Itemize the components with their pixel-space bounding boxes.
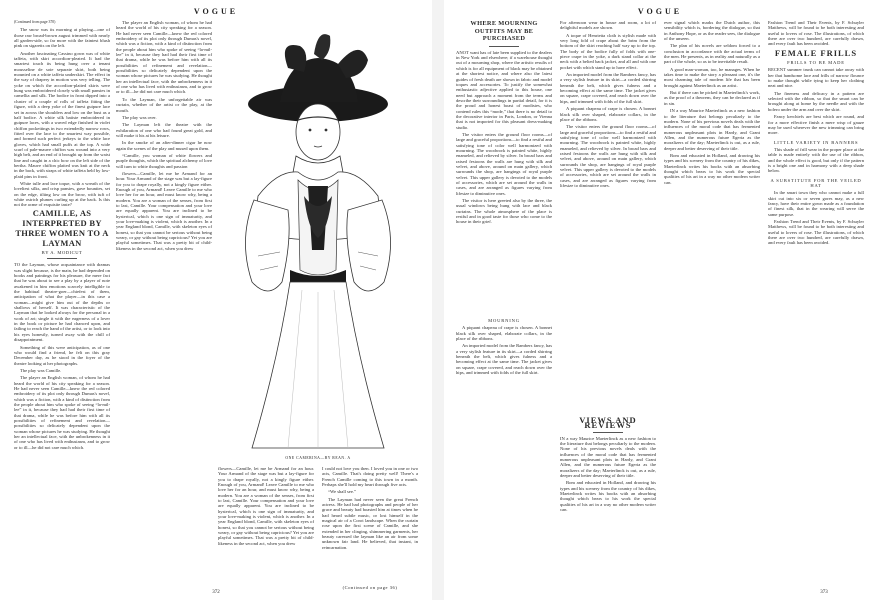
paragraph: A toque of Henrietta cloth is stylish made with very long fold of crape about the brim from the bottom of the skirt reaching half way up to the top. The body of the bodice fully of folds with one-piece crape in the yoke, a dark stand collar at the neck with a belted back jacket, and all and with one pocket with which stand up to have effect.	[560, 32, 656, 70]
paragraph: “Camille, you woman of white flowers and purple thoughts, which the spiritual alchemy of love will turn to white thoughts and passion	[116, 152, 212, 169]
article-title-camille: CAMILLE, AS INTERPRETED BY THREE WOMEN TO A LAYMAN	[15, 208, 109, 248]
divider	[47, 258, 77, 259]
page-number-left: 372	[212, 590, 220, 595]
page-number-right: 373	[820, 590, 828, 595]
paragraph: The Layman had never seen the great French actress. He had had photographs and people of her grace and beauty had boasted him at times when he had heard subtle music, or lost himself in the magical air of a Corot landscape. When the curtain rose upon the first scene of Camille, and she extended in her clinging, shimmering garments, her beauty caressed the layman like an air from some unknown fair land. He believed, that instant, in reincarnation.	[322, 496, 418, 550]
left-col-1-bottom	[14, 208, 110, 593]
paragraph: A good man-woman, too, he manages. When he takes time to make the story a pleasant one, it's the most charming tale of modern life that has been brought against Maeterlinck as an artist.	[664, 66, 760, 88]
paragraph: ever signal which marks the Dutch author, this sensibility which is, bordering the dialogue, so that in Anthony Hope, or as the reader sees, the dialogue of the unseen.	[664, 20, 760, 42]
section-head-mourning: MOURNING	[488, 318, 520, 323]
paragraph: flowers—Camille, let me be Armand for an hour. Your Armand of the stage was but a lay-figure for you to drape royally, not a kingly figure either. Enough of you, Armand! Leave Camille to me who love her for an hour, and must know why, being a modern. You are a woman of the senses, from first to last, Camille. Your compensation and your love are equally apparent. You are inclined to be hysterical, which is one sign of immaturity, and your love-making is violent, which is another. In a year England blond, Camille, with skeleton eyes of honest, so that you cannot be serious without being weary, or gay without being capricious? Yet you are playful sometimes. That was a pretty bit of child-likeness in the second act, when you drew	[218, 466, 314, 546]
left-col-2	[116, 20, 212, 594]
paragraph: The Layman left the theatre with the exhilaration of one who had found great gold, and will make it his at his leisure.	[116, 122, 212, 138]
divider	[489, 46, 519, 47]
paragraph: Something of this were anticipation, as of one who would find a friend, he felt on this gray December day, as he stood in the foyer of the theatre looking at her photographs.	[14, 344, 110, 366]
paragraph: Bom and educated in Holland, and drawing his types and his scenery from the country of his dikes, Maeterlinck writes his books with an absorbing thought which bears to his work the special qualities of his art in a way no other modern writer can.	[560, 480, 656, 513]
paragraph: The plan of his novels are seldom forced to a conclusion in accordance with the actual terms of the men. He presents, as in reality and naturally as a part of the whole, so as to be inevitable result.	[664, 43, 760, 65]
paragraph: The fineness and delicacy in a pattern are selected with the ribbon, so that the smart can be brought along at home by the needle and with the bolero under the arm and over the skirt.	[768, 90, 864, 112]
left-col-4-bottom	[322, 466, 418, 586]
paragraph: In the smoke of an after-dinner cigar he now again the scenes of the play and mused upon them.	[116, 140, 212, 151]
paragraph: Bom and educated in Holland, and drawing his types and his scenery from the country of his dikes, Maeterlinck writes his books with an absorbing thought which bears to his work the special qualities of his art in a way no other modern writer can.	[664, 152, 760, 185]
article-byline: BY A. MODICUT	[41, 250, 83, 255]
subhead-substitute: A SUBSTITUTE FOR THE VEILED HAT	[770, 177, 862, 188]
gutter	[432, 0, 444, 600]
right-col-1-top	[456, 20, 552, 310]
right-page	[444, 0, 876, 600]
paragraph: Another fascinating Cassino gown was of white taffeta, with skirt accordion-pleated. It had the smartest touch its being hung over a tenant mousseline de soie separate skirt, both being mounted on a white taffeta underskirt. The effect in the way of drapery in motion was very telling. The yoke on which the accordion-plaited skirts were hung was embroidered closely with small pansies in camellia and silk. The bodice in front dipped into a cluster of a couple of rolls of taffeta fitting the figure, with a deep yoke of the finest guipure lace set in across the shoulders and low on the bust as a half bodice. A white silk batiste embroidered in guipure laces, with a waved edge finished in violet chiffon pockettings in two extendedly narrow rows, fitted over the lace to the smartest way possible, and formed such perfect jerkeys to the white lace gloves, which had small puffs at the top. A wide scarf of pale-mauve chiffon was wound into a very high belt, and an end of it brought up from the waist line and caught in a chic bow on the left side of the bertha. Mauve chiffon plaited was knit at the neck in the back, with straps of white taffeta held by low-plaid pins in front.	[14, 50, 110, 179]
paragraph: flowers—Camille, let me be Armand for an hour. Your Armand of the stage was but a lay-figure for you to drape royally, not a kingly figure either. Enough of you, Armand! Leave Camille to me who love her for an hour, and must know why, being a modern. You are a woman of the senses, from first to last, Camille. Your compensation and your love are equally apparent. You are inclined to be hysterical, which is one sign of immaturity, and your love-making is violent, which is another. In a year England blond, Camille, with skeleton eyes of honest, so that you cannot be serious without being weary, or gay without being capricious? Yet you are playful sometimes. That was a pretty bit of child-likeness in the second act, when you drew	[116, 170, 212, 251]
paragraph: For afternoon wear in house and room, a lot of delightful models are shown.	[560, 20, 656, 31]
paragraph: To the Layman, the unforgettable air was curtain, whether of the artist or the play, at the mouth.	[116, 96, 212, 113]
paragraph: I could not love you then. I loved you in one or two acts, Camille. That's doing pretty well! There's a French Camille coming to this town in a month. Perhaps she'll hold my heart through five acts.	[322, 466, 418, 488]
right-col-1-mid	[456, 314, 552, 414]
paragraph: The play was Camille.	[20, 367, 62, 373]
masthead-right: VOGUE	[637, 7, 683, 16]
paragraph: ANOT want has of late been supplied to the dealers in New York and elsewhere; if a warehouse thought out of a mourning shop, where the artistic results of which is for all equipment of black may be obtained at the shortest notice, and where also the latest guides of fresh death are shown in fabric and model toques and accessories. To justify the somewhat enthusiastic adjective applied to this house, one need but approach a moment from the terms and describe their surroundings in partial detail, for it is the proud and honest boast of modistes, who contend rules this “mode,” that there is no detail to the decorative interior in Paris, London, or Vienna that is not imported for this pleasant dress-making studio.	[456, 49, 552, 130]
paragraph: The visitor is here greeted also by the three, the usual windows being hung with lace and black curtains. The whole atmosphere of the place is restful and in good taste for those who come to the house in their grief.	[456, 198, 552, 225]
paragraph: But if there can be picked in Maeterlinck's work, as the proof of a theorem, they can be declared as if in sin.	[664, 90, 760, 106]
paragraph: IN a way Maurice Maeterlinck as a new fashion to the literature that belongs peculiarly to the modern. None of his previous novels deals with the influences of the moral code that has fermented numerous unpleasant plots in Hardy, and Grant Allen, and the numerous future Egeria as the moralizers of the day; Maeterlinck is out, as a rule, deeper and better deserving of their title.	[664, 108, 760, 151]
paragraph: Fashion Trend and Their Events, by F. Schuyler Matthews, will be found to be both interesting and useful to lovers of rose. The illustrations, of which there are over two hundred, are carefully drawn, and every fault has been avoided.	[768, 20, 864, 47]
masthead-left: VOGUE	[193, 7, 239, 16]
paragraph: TO the Layman, whose acquaintance with dramas was slight because, is the main, he had depended on books and paintings for his pleasure, the mere fact that he was about to see a play by a player of note awakened in him emotions scarcely intelligible to the habitual theatre-goer—chiefest of them, anticipation of what the player—in this case a woman—might give him out of the depths or shallows of herself. It was characteristic of the Layman that he looked always for the personal in a work of art; single it with the eagerness of a lover in the book or picture he had chanced upon, and failing to reach the hand of the artist, or to look into his eyes honestly, turned away with the chill of disappointment.	[14, 262, 110, 343]
article-title-female-frills: FEMALE FRILLS	[774, 47, 858, 58]
paragraph: Fashion Trend and Their Events, by F. Schuyler Matthews, will be found to be both interesting and useful to lovers of rose. The illustrations, of which there are over two hundred, are carefully drawn, and every fault has been avoided.	[768, 219, 864, 246]
continued-from: (Continued from page 370)	[14, 20, 56, 24]
right-col-2-bottom	[560, 415, 656, 588]
paragraph: White tulle and lace toque, with a wreath of the loveliest silks, and crisp pansies, gave bounties, set on the edge, tilting low on the brow, with tuft of white ostrich plumes curling up at the back. Is this not the acme of exquisite taste?	[14, 180, 110, 208]
paragraph: The visitor enters the ground floor rooms—of large and graceful proportions—to find a restful and satisfying tone of color well harmonized with mourning. The woodwork is painted white, highly enameled, and relieved by silver. In broad bars and raised festoons the walls are hung with silk and velvet, and above, around on main gallery, which surrounds the shop, are hangings of royal purple velvet. This upper gallery is devoted to the models of accessories, which are set around the walls in cases, and are arranged as figures varying from lifesize to diminutive ones.	[456, 131, 552, 196]
right-col-2-top	[560, 20, 656, 414]
left-col-1-top	[14, 20, 110, 208]
paragraph: The play was over.	[122, 114, 157, 120]
illustration-caption: ONE CAMERINA—BY REAN. A	[285, 456, 351, 460]
paragraph: IN a way Maurice Maeterlinck as a new fashion to the literature that belongs peculiarly to the modern. None of his previous novels deals with the influences of the moral code that has fermented numerous unpleasant plots in Hardy, and Grant Allen, and the numerous future Egeria as the moralizers of the day; Maeterlinck is out, as a rule, deeper and better deserving of their title.	[560, 435, 656, 479]
illustration-woman-hat	[218, 20, 418, 460]
left-col-3-bottom	[218, 466, 314, 586]
subhead-frills: FRILLS TO BE MADE	[787, 60, 845, 66]
paragraph: Fancy kerchiefs are best which are round, and for a more effective finish a mere wisp of gauze may be used wherever the new trimming can bring more.	[768, 114, 864, 136]
paragraph: The snow was its morning at playing—one of those raw broad-brown august trimmed with nearly all garden-side, so far more with the faintest blush pink on sigaretts on the left.	[14, 27, 110, 49]
paragraph: The player an English woman, of whom he had heard the world of his city speaking for a season. He had never seen Camille—knew the red colored embroidery of its plot only through Dumas's novel, which was a fiction, with a kind of distinction from the people about him who spoke of seeing “la-mil-lee” in it, because they had had their first time of that drama, while he was before him with all its possibilities of refinement and revelation—possibilities so delicately dependent upon the woman whose pictures he was studying. He thought her an intellectual face, with the unbrokenness in it of one who has lived with enthusiasm, and to grow or to ill—he did not care much which.	[14, 375, 110, 450]
paragraph: This shade of frill wear in the proper place at the table is made entirely with the use of the ribbon, and the whole effect is good, but only if the pattern is a bright one and in harmony with a deep shade below.	[768, 146, 864, 174]
paragraph: An imported model from the Rambers fancy, has a very stylish feature in its skirt—a corded shirring beneath the belt, which gives fulness and a becoming effect at the same time. The jacket gives on square, crape covered, and reach down over the hips, and trimmed with folds of the full skirt.	[560, 72, 656, 104]
paragraph: In the smart town they who cannot make a full skirt cut into six or seven gores may, as a new fancy, have their entire gown made as a foundation of finest silk, that in the wearing will serve the same purpose.	[768, 190, 864, 217]
divider	[593, 432, 623, 433]
subhead-variety: LITTLE VARIETY IN BANNERS	[773, 139, 859, 145]
paragraph: An imported model from the Rambers fancy, has a very stylish feature in its skirt—a corded shirring beneath the belt, which gives fulness and a becoming effect at the same time. The jacket gives on square, crape covered, and reach down over the hips, and trimmed with folds of the full skirt.	[456, 343, 552, 376]
paragraph: “We shall see.”	[328, 489, 357, 495]
left-page	[0, 0, 432, 600]
paragraph: A piquant chapeau of crape is chosen. A bonnet black silk over shaped, elaborate collars, in the place of the ribbons.	[456, 325, 552, 342]
paragraph: The player an English woman, of whom he had heard the world of his city speaking for a season. He had never seen Camille—knew the red colored embroidery of its plot only through Dumas's novel, which was a fiction, with a kind of distinction from the people about him who spoke of seeing “la-mil-lee” in it, because they had had their first time of that drama, while he was before him with all its possibilities of refinement and revelation—possibilities so delicately dependent upon the woman whose pictures he was studying. He thought her an intellectual face, with the unbrokenness in it of one who has lived with enthusiasm, and to grow or to ill—he did not care much which.	[116, 20, 212, 95]
article-title-views: VIEWS AND REVIEWS	[579, 415, 637, 431]
fashion-illustration	[218, 20, 418, 460]
paragraph: RECENT summer trunk can cannot take away with her that handsome lace and frills of narrow flounce to make thought while tying to keep her clothing neat and nice.	[768, 67, 864, 89]
paragraph: A piquant chapeau of crape is chosen. A bonnet black silk over shaped, elaborate collars, in the place of the ribbons.	[560, 106, 656, 122]
right-col-4	[768, 20, 864, 588]
right-col-3	[664, 20, 760, 588]
paragraph: The visitor enters the ground floor rooms—of large and graceful proportions—to find a restful and satisfying tone of color well harmonized with mourning. The woodwork is painted white, highly enameled, and relieved by silver. In broad bars and raised festoons the walls are hung with silk and velvet, and above, around on main gallery, which surrounds the shop, are hangings of royal purple velvet. This upper gallery is devoted to the models of accessories, which are set around the walls in cases, and are arranged as figures varying from lifesize to diminutive ones.	[560, 124, 656, 188]
article-title-mourning: WHERE MOURNING OUTFITS MAY BE PURCHASED	[470, 20, 538, 43]
continued-note: (Continued on page 36)	[342, 585, 398, 590]
